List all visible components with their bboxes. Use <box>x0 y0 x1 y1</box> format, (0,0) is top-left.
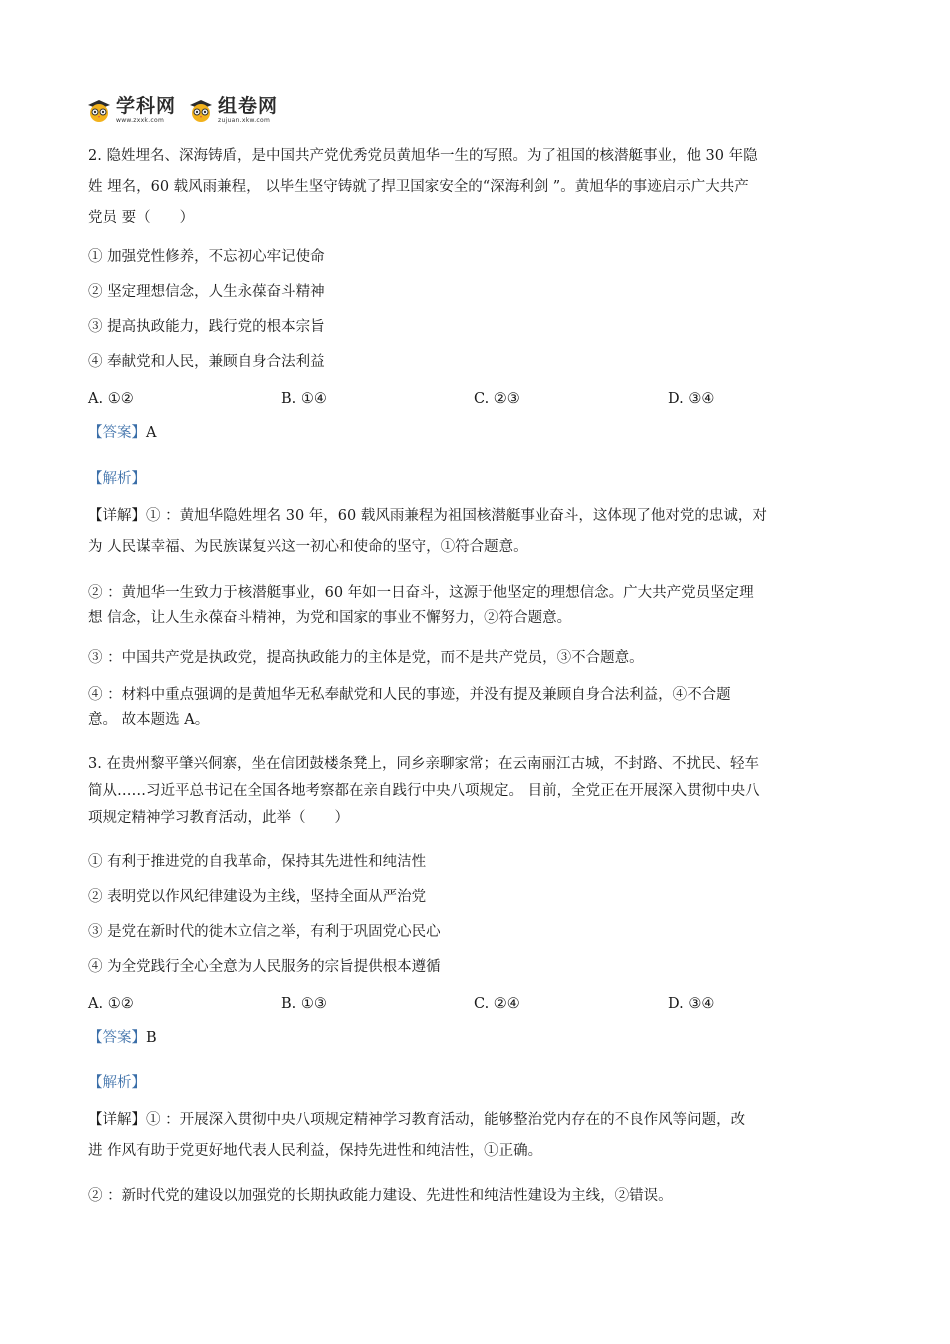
q2-stem-line: 2. 隐姓埋名、深海铸盾，是中国共产党优秀党员黄旭华一生的写照。为了祖国的核潜艇事业，他 30 年隐 <box>88 148 758 164</box>
q3-detail-line: ② ：新时代党的建设以加强党的长期执政能力建设、先进性和纯洁性建设为主线，②错误。 <box>88 1188 673 1204</box>
q3-detail-line <box>88 1110 745 1130</box>
q3-answer <box>88 1028 157 1048</box>
q3-detail-line: 进 作风有助于党更好地代表人民利益，保持先进性和纯洁性，①正确。 <box>88 1143 543 1159</box>
owl-mascot-icon <box>86 97 112 123</box>
q3-option-b: B. ①③ <box>281 996 327 1012</box>
q3-stem-line: 项规定精神学习教育活动，此举（ ） <box>88 810 349 826</box>
q2-statement: ② 坚定理想信念，人生永葆奋斗精神 <box>88 284 325 300</box>
detail-tag: 【详解】 <box>88 508 146 524</box>
owl-mascot-icon <box>188 97 214 123</box>
logo-title: 组卷网 <box>218 94 279 117</box>
q2-detail-line: 想 信念，让人生永葆奋斗精神，为党和国家的事业不懈努力，②符合题意。 <box>88 610 572 626</box>
logo-url: zujuan.xkw.com <box>218 116 271 124</box>
answer-tag: 【答案】 <box>88 1030 146 1046</box>
q2-option-b: B. ①④ <box>281 391 327 407</box>
logo-title: 学科网 <box>116 94 177 117</box>
detail-text: ① ：黄旭华隐姓埋名 30 年，60 载风雨兼程为祖国核潜艇事业奋斗，这体现了他对党的忠诚，对 <box>146 508 767 524</box>
q3-option-a: A. ①② <box>88 996 134 1012</box>
q2-detail-line: 为 人民谋幸福、为民族谋复兴这一初心和使命的坚守，①符合题意。 <box>88 539 528 555</box>
q2-stem-line: 姓 埋名，60 载风雨兼程， 以毕生坚守铸就了捍卫国家安全的“深海利剑 ”。黄旭华的事迹启示广大共产 <box>88 179 749 195</box>
q2-option-c: C. ②③ <box>474 391 520 407</box>
q2-detail-line: ② ：黄旭华一生致力于核潜艇事业，60 年如一日奋斗，这源于他坚定的理想信念。广大共产党员坚定理 <box>88 585 754 601</box>
q3-option-d: D. ③④ <box>668 996 715 1012</box>
q3-stem-line: 简从……习近平总书记在全国各地考察都在亲自践行中央八项规定。 目前，全党正在开展深入贯彻中央八 <box>88 783 760 799</box>
q2-statement: ④ 奉献党和人民，兼顾自身合法利益 <box>88 354 325 370</box>
q3-option-c: C. ②④ <box>474 996 520 1012</box>
q2-answer <box>88 423 156 443</box>
logo-xuekewang <box>86 94 177 124</box>
q2-statement: ③ 提高执政能力，践行党的根本宗旨 <box>88 319 325 335</box>
q2-detail-line: 意。 故本题选 A。 <box>88 712 210 728</box>
q2-detail-line: ③ ：中国共产党是执政党，提高执政能力的主体是党，而不是共产党员，③不合题意。 <box>88 650 644 666</box>
header-logos <box>86 92 278 128</box>
logo-url: www.zxxk.com <box>116 116 165 124</box>
answer-value: A <box>146 425 157 441</box>
logo-zujuanwang <box>188 94 279 124</box>
q2-detail-line: ④ ：材料中重点强调的是黄旭华无私奉献党和人民的事迹，并没有提及兼顾自身合法利益，④不合题 <box>88 687 731 703</box>
q2-option-d: D. ③④ <box>668 391 715 407</box>
q3-statement: ① 有利于推进党的自我革命，保持其先进性和纯洁性 <box>88 854 427 870</box>
q3-statement: ② 表明党以作风纪律建设为主线，坚持全面从严治党 <box>88 889 427 905</box>
q2-stem-line: 党员 要（ ） <box>88 210 195 226</box>
q3-stem-line: 3. 在贵州黎平肇兴侗寨，坐在信团鼓楼条凳上，同乡亲聊家常；在云南丽江古城，不封路、不扰民、轻车 <box>88 756 759 772</box>
q2-option-a: A. ①② <box>88 391 134 407</box>
answer-value: B <box>146 1030 157 1046</box>
detail-text: ① ：开展深入贯彻中央八项规定精神学习教育活动，能够整治党内存在的不良作风等问题，改 <box>146 1112 746 1128</box>
q3-statement: ④ 为全党践行全心全意为人民服务的宗旨提供根本遵循 <box>88 959 441 975</box>
q2-detail-line <box>88 506 767 526</box>
q3-statement: ③ 是党在新时代的徙木立信之举，有利于巩固党心民心 <box>88 924 441 940</box>
q2-statement: ① 加强党性修养，不忘初心牢记使命 <box>88 249 325 265</box>
q2-analysis-tag: 【解析】 <box>88 471 146 487</box>
answer-tag: 【答案】 <box>88 425 146 441</box>
q3-analysis-tag: 【解析】 <box>88 1075 146 1091</box>
detail-tag: 【详解】 <box>88 1112 146 1128</box>
